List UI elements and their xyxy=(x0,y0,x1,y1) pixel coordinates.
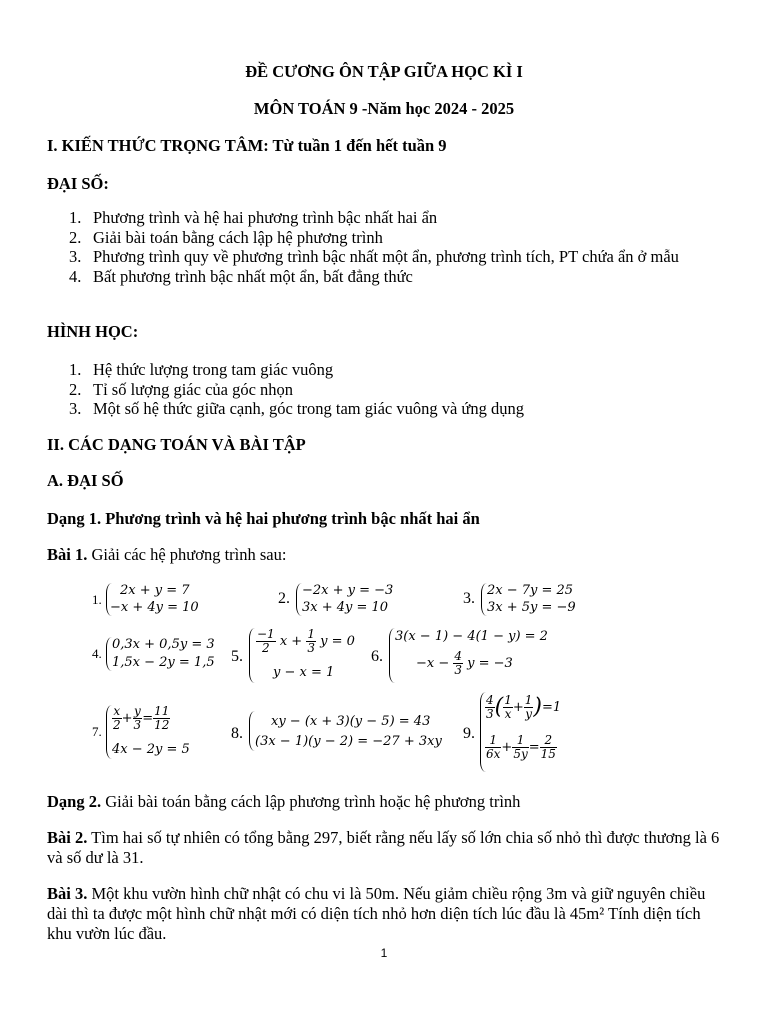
sub-heading-a: A. ĐẠI SỐ xyxy=(47,471,124,490)
bai3-paragraph: Bài 3. Một khu vườn hình chữ nhật có chu vi là 50m. Nếu giảm chiều rộng 3m và giữ nguyên chiều dài thì ta được một hình chữ nhật mới có diện tích nhỏ hơn diện tích lúc đầu là 45m² Tính diện tích khu vườn lúc đầu. xyxy=(47,884,706,943)
bai1-paragraph: Bài 1. Giải các hệ phương trình sau: xyxy=(47,545,287,564)
document-page: ĐỀ CƯƠNG ÔN TẬP GIỮA HỌC KÌ I MÔN TOÁN 9 -Năm học 2024 - 2025 I. KIẾN THỨC TRỌNG TÂM: Từ tuần 1 đến hết tuần 9 ĐẠI SỐ: 1. Phương trình và hệ hai phương trình bậc nhất hai ẩn 2. Giải bài toán bằng cách lập hệ phương trình 3. Phương trình quy về phương trình bậc nhất một ẩn, phương trình tích, PT chứa ẩn ở mẫu 4. Bất phương trình bậc nhất một ẩn, bất đẳng thức HÌNH HỌC: 1. Hệ thức lượng trong tam giác vuông 2. Tỉ số lượng giác của góc nhọn 3. Một số hệ thức giữa cạnh, góc trong tam giác vuông và ứng dụng II. CÁC DẠNG TOÁN VÀ BÀI TẬP A. ĐẠI SỐ Dạng 1. Phương trình và hệ hai phương trình bậc nhất hai ẩn Bài 1. Giải các hệ phương trình sau: 1. 2x + y = 7 −x + 4y = 10 2. −2x + y = −3 3x + 4y = 10 3. 2x − 7y = 25 3x + 5y = −9 4. 0,3x + 0,5y = 3 1,5x − 2y = 1,5 5. $\frac{-1}{2}$ x + $\frac{1}{3}$ y = 0 y − x = 1 6. 3(x − 1) − 4(1 − y) = 2 −x − $\frac{4}{3}$ y = −3 7. $\frac{x}{2}$ + $\frac{y}{3}$ = $\frac{11}{12}$ 4x − 2y = 5 8. xy − (x + 3)(y − 5) = 43 (3x − 1)(y − 2) = −27 + 3xy 9. $\frac{4}{3}$ ( $\frac{1}{x}$ + $\frac{1}{y}$ )=1 $\frac{1}{6x}$ + $\frac{1}{5y}$ = $\frac{2}{15}$ Dạng 2. Giải bài toán bằng cách lập phương trình hoặc hệ phương trình Bài 2. Tìm hai số tự nhiên có tổng bằng 297, biết rằng nếu lấy số lớn chia số nhỏ thì được thương là 6 và số dư là 31. Bài 3. Một khu vườn hình chữ nhật có chu vi là 50m. Nếu giảm chiều rộng 3m và giữ nguyên chiều dài thì ta được một hình chữ nhật mới có diện tích nhỏ hơn diện tích lúc đầu là 45m² Tính diện tích khu vườn lúc đầu. 1 xyxy=(0,0,768,1024)
bai1-label: Bài 1. xyxy=(47,545,88,564)
list-item: 1. Hệ thức lượng trong tam giác vuông xyxy=(69,360,334,379)
page-number: 1 xyxy=(380,946,388,960)
hinh-hoc-heading: HÌNH HỌC: xyxy=(47,322,139,341)
dang2-label: Dạng 2. xyxy=(47,792,102,811)
document-title: ĐỀ CƯƠNG ÔN TẬP GIỮA HỌC KÌ I xyxy=(245,62,523,81)
dai-so-heading: ĐẠI SỐ: xyxy=(47,174,109,193)
bai3-label: Bài 3. xyxy=(47,884,88,903)
list-item: 4. Bất phương trình bậc nhất một ẩn, bất đẳng thức xyxy=(69,266,413,286)
dang1-heading: Dạng 1. Phương trình và hệ hai phương trình bậc nhất hai ẩn xyxy=(47,509,480,528)
bai2-label: Bài 2. xyxy=(47,828,88,847)
list-item: 1. Phương trình và hệ hai phương trình bậc nhất hai ẩn xyxy=(69,208,438,227)
section-heading-1: I. KIẾN THỨC TRỌNG TÂM: Từ tuần 1 đến hết tuần 9 xyxy=(47,136,447,155)
list-item: 2. Tỉ số lượng giác của góc nhọn xyxy=(69,379,294,399)
dang2-paragraph: Dạng 2. Giải bài toán bằng cách lập phương trình hoặc hệ phương trình xyxy=(47,792,521,811)
list-item: 3. Phương trình quy về phương trình bậc nhất một ẩn, phương trình tích, PT chứa ẩn ở mẫu xyxy=(69,247,679,266)
list-item: 2. Giải bài toán bằng cách lập hệ phương trình xyxy=(69,227,383,247)
bai2-paragraph: Bài 2. Tìm hai số tự nhiên có tổng bằng 297, biết rằng nếu lấy số lớn chia số nhỏ thì được thương là 6 và số dư là 31. xyxy=(47,828,720,867)
document-subtitle: MÔN TOÁN 9 -Năm học 2024 - 2025 xyxy=(253,99,515,118)
section-heading-2: II. CÁC DẠNG TOÁN VÀ BÀI TẬP xyxy=(47,435,306,454)
list-item: 3. Một số hệ thức giữa cạnh, góc trong tam giác vuông và ứng dụng xyxy=(69,399,524,418)
dai-so-list xyxy=(47,208,717,286)
hinh-hoc-list xyxy=(47,360,717,419)
